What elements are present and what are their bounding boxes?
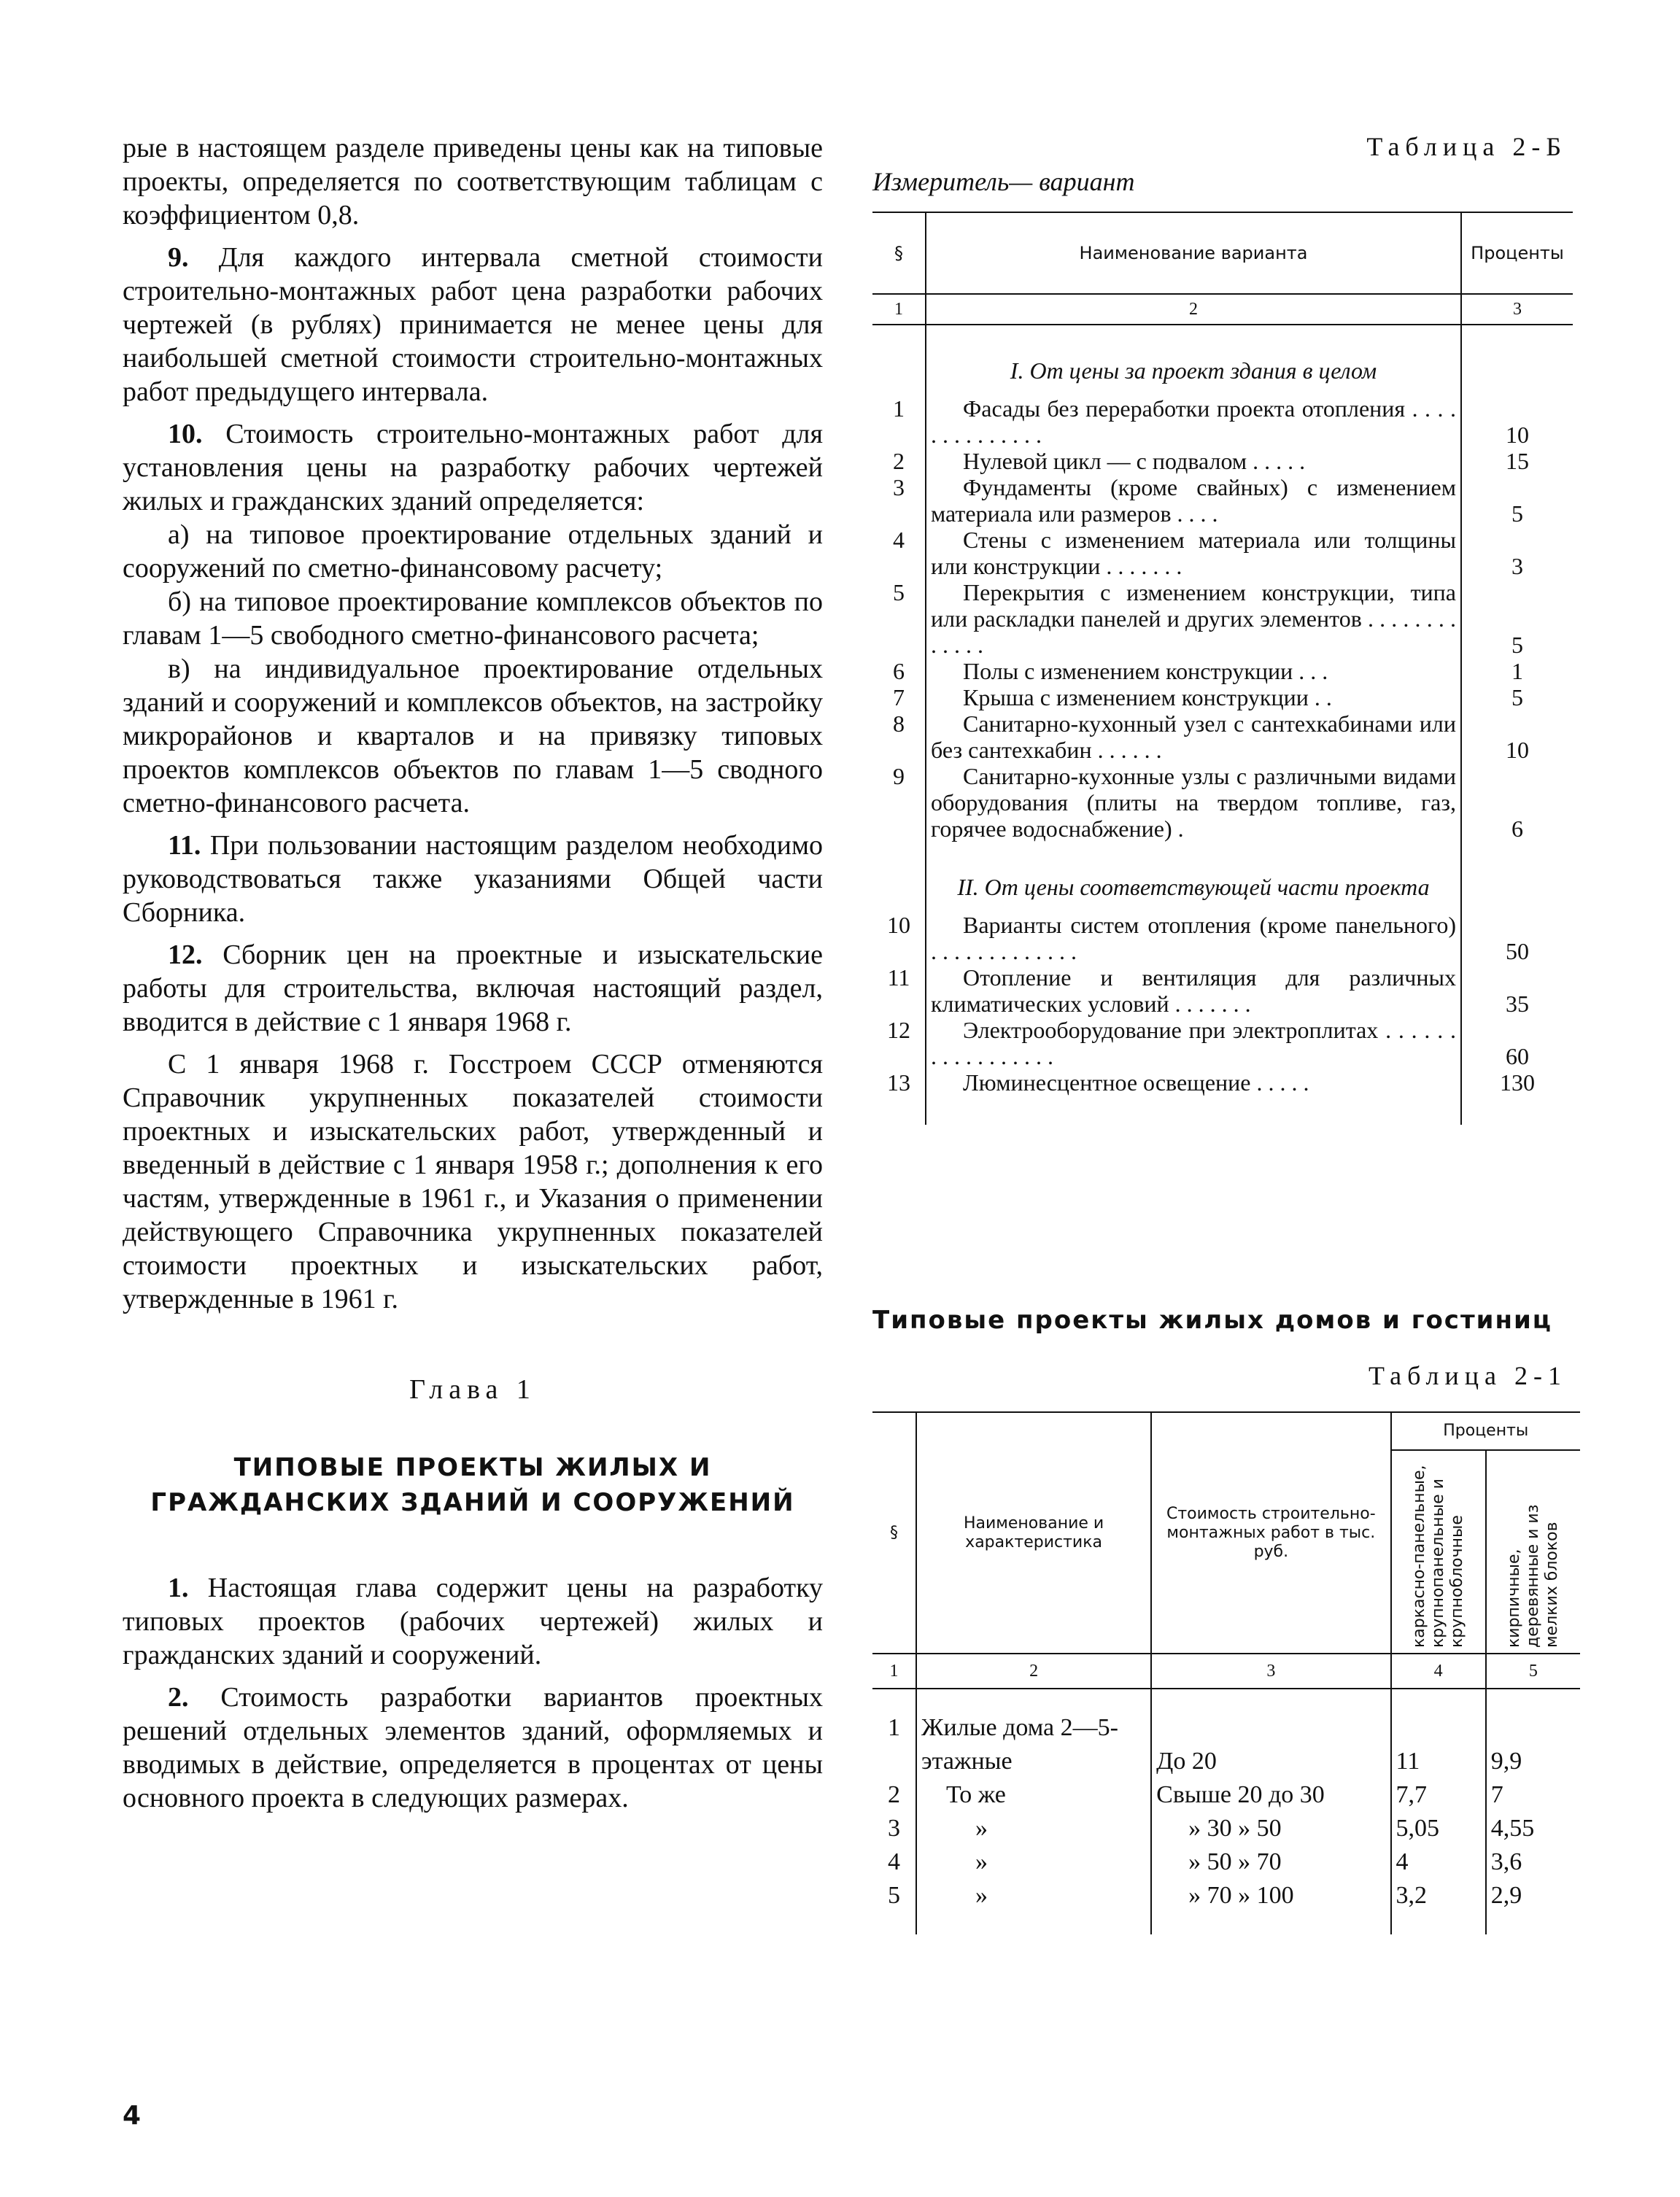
table-2v-header-par: §: [872, 1412, 916, 1654]
table-2v-index: 3: [1151, 1654, 1390, 1689]
table-row: 4 » » 50 » 70 4 3,6: [872, 1845, 1580, 1879]
table-row: 10 Варианты систем отопления (кроме панельного) . . . . . . . . . . . . . 50: [872, 912, 1573, 964]
paragraph-13: С 1 января 1968 г. Госстроем СССР отменяются Справочник укрупненных показателей стоимости проектных и изыскательских работ, утвержденный и введенный в действие с 1 января 1958 г.; дополнения к его частям, утвержденные в 1961 г., и Указания о применении действующего Справочника укрупненных показателей стоимости проектных и изыскательских работ, утвержденные в 1961 г.: [123, 1049, 823, 1314]
paragraph-number: 12.: [168, 939, 203, 970]
table-2v-header-pct: Проценты: [1391, 1412, 1580, 1450]
paragraph-number: 11.: [168, 830, 201, 861]
table-2b-label: Таблица 2-Б: [1366, 132, 1567, 161]
paragraph-text: Стоимость строительно-монтажных работ для установления цены на разработку рабочих чертежей жилых и гражданских зданий определяется:: [123, 419, 823, 516]
table-2v-header-pct-brick: кирпичные, деревянные и из мелких блоков: [1504, 1504, 1561, 1648]
table-2v-index: 4: [1391, 1654, 1486, 1689]
paragraph-10b: б) на типовое проектирование комплексов объектов по главам 1—5 свободного сметно-финансового расчета;: [123, 586, 823, 651]
paragraph-number: 2.: [168, 1682, 189, 1713]
chapter-title: ТИПОВЫЕ ПРОЕКТЫ ЖИЛЫХ И ГРАЖДАНСКИХ ЗДАНИЙ И СООРУЖЕНИЙ: [150, 1453, 795, 1517]
table-2b-section-2: II. От цены соответствующей части проекта: [926, 842, 1461, 912]
paragraph-number: 1.: [168, 1573, 189, 1603]
paragraph-text: Стоимость разработки вариантов проектных решений отдельных элементов зданий, оформляемых и вводимых в действие, определяется в процентах от цены основного проекта в следующих размерах.: [123, 1682, 823, 1813]
paragraph-number: 9.: [168, 242, 189, 273]
table-2v: [872, 1411, 1580, 1934]
chapter-paragraph-2: [123, 1681, 823, 1815]
table-row: 3 Фундаменты (кроме свайных) с изменением материала или размеров . . . . 5: [872, 474, 1573, 527]
table-row: 6 Полы с изменением конструкции . . . 1: [872, 658, 1573, 684]
paragraph-11: [123, 829, 823, 929]
table-2b-section-1: I. От цены за проект здания в целом: [926, 325, 1461, 395]
table-2b-measure: Измеритель— вариант: [872, 167, 1135, 196]
paragraph-text: Для каждого интервала сметной стоимости строительно-монтажных работ цена разработки рабочих чертежей (в рублях) принимается не менее цены для наибольшей сметной стоимости строительно-монтажных работ предыдущего интервала.: [123, 242, 823, 407]
table-row: 12 Электрооборудование при электроплитах . . . . . . . . . . . . . . . . . 60: [872, 1017, 1573, 1069]
paragraph-10c: в) на индивидуальное проектирование отдельных зданий и сооружений и комплексов объектов, на застройку микрорайонов и кварталов и на привязку типовых проектов комплексов объектов по главам 1—5 сводного сметно-финансового расчета.: [123, 654, 823, 818]
left-column: [123, 131, 823, 1815]
table-row: 2 Нулевой цикл — с подвалом . . . . . 15: [872, 448, 1573, 474]
paragraph-12: [123, 938, 823, 1039]
table-2v-title: Типовые проекты жилых домов и гостиниц: [872, 1306, 1553, 1335]
table-2v-header-pct-panel: каркасно-панельные, крупнопанельные и крупноблочные: [1391, 1450, 1486, 1654]
table-row: 4 Стены с изменением материала или толщины или конструкции . . . . . . . 3: [872, 527, 1573, 579]
table-2b-index-2: 2: [926, 294, 1461, 325]
paragraph-9: [123, 241, 823, 408]
table-2b-header-pct: Проценты: [1461, 212, 1573, 294]
table-2v-header-cost: Стоимость строительно-монтажных работ в тыс. руб.: [1151, 1412, 1390, 1654]
table-row: 3 » » 30 » 50 5,05 4,55: [872, 1812, 1580, 1845]
table-2b-index-3: 3: [1461, 294, 1573, 325]
table-row: 5 Перекрытия с изменением конструкции, типа или раскладки панелей и других элементов . . . . . . . . . . . . . 5: [872, 579, 1573, 658]
table-2v-label: Таблица 2-1: [1369, 1361, 1567, 1390]
paragraph-number: 10.: [168, 419, 203, 449]
paragraph-text: Настоящая глава содержит цены на разработку типовых проектов (рабочих чертежей) жилых и гражданских зданий и сооружений.: [123, 1573, 824, 1670]
table-2b-header-par: §: [872, 212, 926, 294]
table-row: 13 Люминесцентное освещение . . . . . 130: [872, 1069, 1573, 1096]
paragraph-text: При пользовании настоящим разделом необходимо руководствоваться также указаниями Общей части Сборника.: [123, 830, 824, 928]
table-row: 2 То же Свыше 20 до 30 7,7 7: [872, 1778, 1580, 1812]
table-row: 7 Крыша с изменением конструкции . . 5: [872, 684, 1573, 710]
paragraph-intro: рые в настоящем разделе приведены цены как на типовые проекты, определяется по соответствующим таблицам с коэффициентом 0,8.: [123, 133, 823, 230]
chapter-heading: Глава 1: [409, 1374, 536, 1405]
table-2b: [872, 212, 1573, 1125]
table-row: 11 Отопление и вентиляция для различных климатических условий . . . . . . . 35: [872, 964, 1573, 1017]
paragraph-text: Сборник цен на проектные и изыскательские работы для строительства, включая настоящий раздел, вводится в действие с 1 января 1968 г.: [123, 939, 823, 1037]
chapter-paragraph-1: [123, 1571, 823, 1672]
table-row: 1 Жилые дома 2—5-этажные До 20 11 9,9: [872, 1689, 1580, 1778]
paragraph-10a: а) на типовое проектирование отдельных зданий и сооружений по сметно-финансовому расчету;: [123, 519, 823, 584]
table-row: 5 » » 70 » 100 3,2 2,9: [872, 1879, 1580, 1934]
table-row: 9 Санитарно-кухонные узлы с различными видами оборудования (плиты на твердом топливе, газ, горячее водоснабжение) . 6: [872, 763, 1573, 842]
table-2v-index: 5: [1486, 1654, 1580, 1689]
table-2v-header-name: Наименование и характеристика: [916, 1412, 1151, 1654]
table-2v-index: 1: [872, 1654, 916, 1689]
table-2v-index: 2: [916, 1654, 1151, 1689]
paragraph-10: [123, 417, 823, 518]
table-row: 1 Фасады без переработки проекта отопления . . . . . . . . . . . . . . 10: [872, 395, 1573, 448]
table-2b-index-1: 1: [872, 294, 926, 325]
page-number: 4: [123, 2101, 142, 2131]
table-row: 8 Санитарно-кухонный узел с сантехкабинами или без сантехкабин . . . . . . 10: [872, 710, 1573, 763]
table-2b-header-name: Наименование варианта: [926, 212, 1461, 294]
